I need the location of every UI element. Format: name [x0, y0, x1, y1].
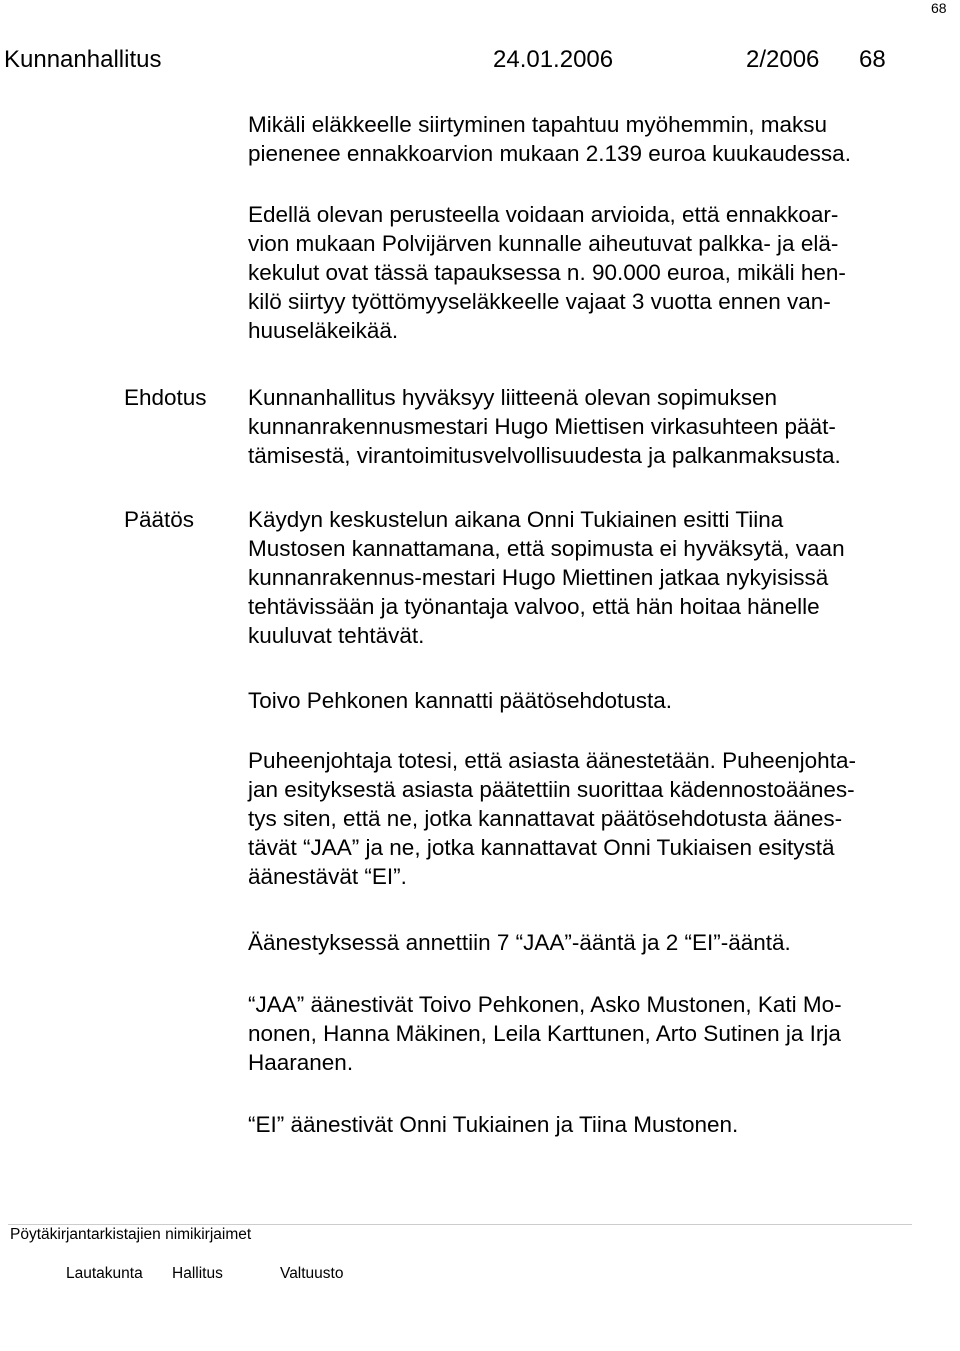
text-line: huuseläkeikää.: [248, 318, 399, 343]
footer-column-lautakunta: Lautakunta: [66, 1265, 143, 1282]
footer-title: Pöytäkirjantarkistajien nimikirjaimet: [10, 1226, 252, 1243]
text-line: äänestävät “EI”.: [248, 864, 407, 889]
page-number: 68: [931, 0, 947, 16]
text-line: kunnanrakennusmestari Hugo Miettisen virkasuhteen päät-: [248, 414, 836, 439]
text-line: Mikäli eläkkeelle siirtyminen tapahtuu myöhemmin, maksu: [248, 112, 827, 137]
intro-paragraph-1: [248, 110, 851, 168]
header-date: 24.01.2006: [493, 46, 614, 73]
text-line: “JAA” äänestivät Toivo Pehkonen, Asko Mustonen, Kati Mo-: [248, 992, 842, 1017]
text-line: Käydyn keskustelun aikana Onni Tukiainen esitti Tiina: [248, 507, 784, 532]
proposal-label: Ehdotus: [124, 385, 207, 410]
text-line: Äänestyksessä annettiin 7 “JAA”-ääntä ja 2 “EI”-ääntä.: [248, 930, 791, 955]
text-line: jan esityksestä asiasta päätettiin suorittaa kädennostoäänes-: [248, 777, 855, 802]
text-line: kekulut ovat tässä tapauksessa n. 90.000 euroa, mikäli hen-: [248, 260, 846, 285]
footer-column-hallitus: Hallitus: [172, 1265, 223, 1282]
text-line: kunnanrakennus-mestari Hugo Miettinen jatkaa nykyisissä: [248, 565, 829, 590]
text-line: tävät “JAA” ja ne, jotka kannattavat Onni Tukiaisen esitystä: [248, 835, 835, 860]
header-section-number: 68: [859, 46, 886, 73]
text-line: Toivo Pehkonen kannatti päätösehdotusta.: [248, 688, 673, 713]
footer-column-valtuusto: Valtuusto: [280, 1265, 344, 1282]
text-line: tehtävissään ja työnantaja valvoo, että hän hoitaa hänelle: [248, 594, 820, 619]
decision-paragraph-6: [248, 1110, 738, 1139]
text-line: kilö siirtyy työttömyyseläkkeelle vajaat 3 vuotta ennen van-: [248, 289, 831, 314]
text-line: Puheenjohtaja totesi, että asiasta äänestetään. Puheenjohta-: [248, 748, 856, 773]
text-line: tys siten, että ne, jotka kannattavat päätösehdotusta äänes-: [248, 806, 843, 831]
text-line: pienenee ennakkoarvion mukaan 2.139 euroa kuukaudessa.: [248, 141, 851, 166]
text-line: “EI” äänestivät Onni Tukiainen ja Tiina Mustonen.: [248, 1112, 739, 1137]
header-meeting-number: 2/2006: [746, 46, 820, 73]
decision-paragraph-3: [248, 746, 856, 891]
text-line: vion mukaan Polvijärven kunnalle aiheutuvat palkka- ja elä-: [248, 231, 839, 256]
footer-divider: [8, 1224, 912, 1225]
decision-paragraph-5: [248, 990, 842, 1077]
proposal-text: [248, 383, 841, 470]
decision-paragraph-1: [248, 505, 845, 650]
text-line: Edellä olevan perusteella voidaan arvioida, että ennakkoar-: [248, 202, 839, 227]
intro-paragraph-2: [248, 200, 846, 345]
text-line: kuuluvat tehtävät.: [248, 623, 425, 648]
text-line: tämisestä, virantoimitusvelvollisuudesta ja palkanmaksusta.: [248, 443, 841, 468]
text-line: Kunnanhallitus hyväksyy liitteenä olevan sopimuksen: [248, 385, 778, 410]
header-body-name: Kunnanhallitus: [4, 46, 162, 73]
decision-label: Päätös: [124, 507, 195, 532]
text-line: nonen, Hanna Mäkinen, Leila Karttunen, Arto Sutinen ja Irja: [248, 1021, 841, 1046]
text-line: Haaranen.: [248, 1050, 354, 1075]
decision-paragraph-2: [248, 686, 672, 715]
decision-paragraph-4: [248, 928, 791, 957]
text-line: Mustosen kannattamana, että sopimusta ei hyväksytä, vaan: [248, 536, 845, 561]
